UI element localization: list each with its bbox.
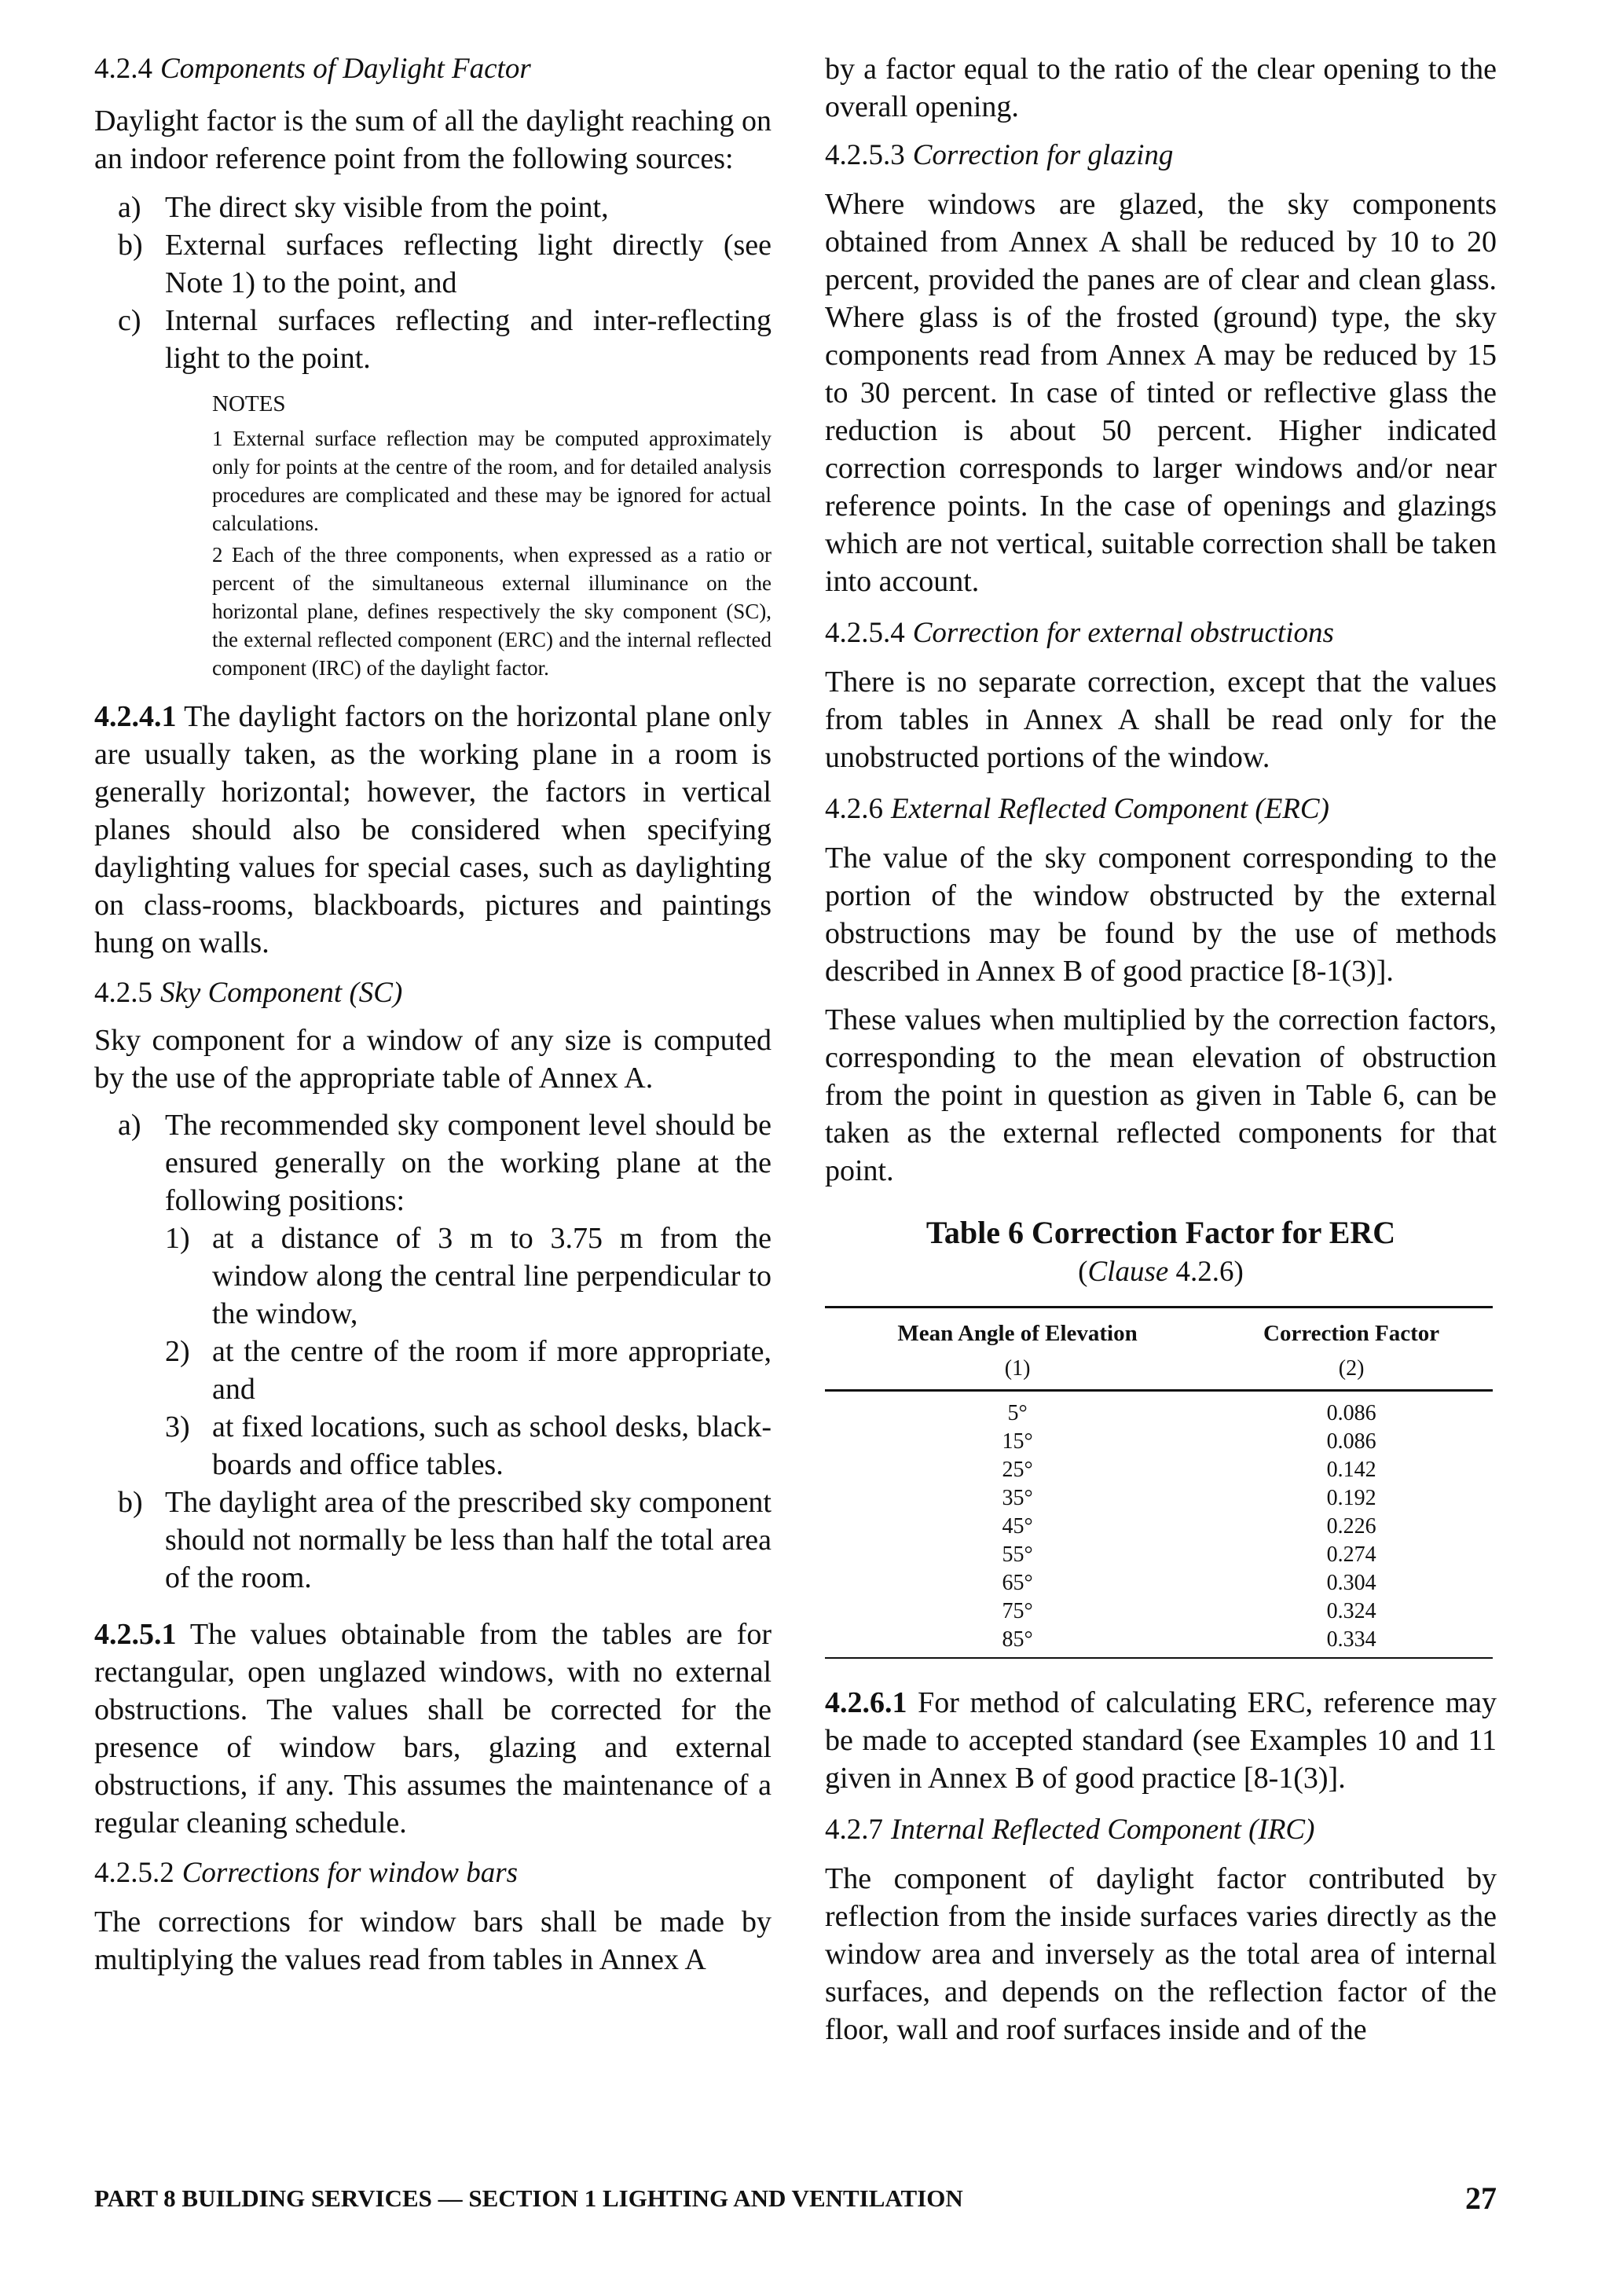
- heading-4-2-5-3: 4.2.5.3 Correction for glazing: [825, 139, 1174, 171]
- heading-4-2-5-4: 4.2.5.4 Correction for external obstructions: [825, 617, 1334, 649]
- cell-factor: 0.304: [1326, 1571, 1376, 1595]
- cell-angle: 45°: [1002, 1514, 1033, 1539]
- table-row: [825, 1626, 1493, 1654]
- table-row: [825, 1484, 1493, 1513]
- heading-4-2-5-2: 4.2.5.2 Corrections for window bars: [94, 1857, 519, 1889]
- page-footer: [94, 2180, 1497, 2216]
- para-4-2-5-1: 4.2.5.1 The values obtainable from the tables are for rectangular, open unglazed windows, with no external obstructions. The values shall be corrected for the presence of window bars, glazing and external obstructions, if any. This assumes the maintenance of a regular cleaning schedule.: [94, 1618, 772, 1839]
- sky-component-list: [94, 1106, 772, 1597]
- para-continued: by a factor equal to the ratio of the clear opening to the overall opening.: [825, 53, 1497, 123]
- para-4-2-6-1: 4.2.6.1 For method of calculating ERC, reference may be made to accepted standard (see Examples 10 and 11 given in Annex B of good practice [8-1(3)].: [825, 1686, 1497, 1795]
- position-sublist: [165, 1220, 772, 1484]
- sublist-item: 1) at a distance of 3 m to 3.75 m from the window along the central line perpendicular to the window,: [165, 1222, 772, 1330]
- list-item: c) Internal surfaces reflecting and inter-reflecting light to the point.: [118, 304, 772, 375]
- para-4-2-5: Sky component for a window of any size is computed by the use of the appropriate table of Annex A.: [94, 1024, 772, 1095]
- para-4-2-4-1: 4.2.4.1 The daylight factors on the horizontal plane only are usually taken, as the working plane in a room is generally horizontal; however, the factors in vertical planes should also be considered when specifying daylighting values for special cases, such as daylighting on class-rooms, blackboards, pictures and paintings hung on walls.: [94, 700, 772, 959]
- note-2: 2 Each of the three components, when expressed as a ratio or percent of the simultaneous external illuminance on the horizontal plane, defines respectively the sky component (SC), the external reflected component (ERC) and the internal reflected component (IRC) of the daylight factor.: [212, 543, 772, 680]
- para-4-2-6-b: These values when multiplied by the correction factors, corresponding to the mean elevation of obstruction from the point in question as given in Table 6, can be taken as the external reflected components for that point.: [825, 1003, 1497, 1187]
- sublist-item: 2) at the centre of the room if more appropriate, and: [165, 1335, 772, 1406]
- col-header-factor: Correction Factor: [1263, 1321, 1440, 1346]
- left-column: [94, 50, 772, 1979]
- table-row: [825, 1597, 1493, 1626]
- sublist-item: 3) at fixed locations, such as school desks, black-boards and office tables.: [165, 1410, 772, 1481]
- cell-angle: 65°: [1002, 1571, 1033, 1595]
- col-index: (2): [1338, 1356, 1365, 1381]
- cell-factor: 0.226: [1326, 1514, 1376, 1539]
- cell-angle: 35°: [1002, 1486, 1033, 1510]
- correction-factor-table: [825, 1306, 1493, 1654]
- list-item: b) External surfaces reflecting light directly (see Note 1) to the point, and: [118, 229, 772, 299]
- table-row: [825, 1513, 1493, 1541]
- page-number: 27: [1465, 2180, 1497, 2216]
- table-row: [825, 1569, 1493, 1597]
- heading-4-2-6: 4.2.6 External Reflected Component (ERC): [825, 793, 1329, 825]
- cell-factor: 0.334: [1326, 1627, 1376, 1652]
- cell-factor: 0.192: [1326, 1486, 1376, 1510]
- cell-angle: 85°: [1002, 1627, 1033, 1652]
- para-4-2-7: The component of daylight factor contributed by reflection from the inside surfaces varies directly as the window area and inversely as the total area of internal surfaces, and depends on the reflection factor of the floor, wall and roof surfaces inside and of the: [825, 1862, 1497, 2046]
- table-row: [825, 1428, 1493, 1456]
- cell-factor: 0.086: [1326, 1429, 1376, 1454]
- para-4-2-4: Daylight factor is the sum of all the daylight reaching on an indoor reference point from the following sources:: [94, 105, 772, 175]
- footer-text: PART 8 BUILDING SERVICES — SECTION 1 LIGHTING AND VENTILATION: [94, 2184, 963, 2212]
- list-item: b) The daylight area of the prescribed sky component should not normally be less than half the total area of the room.: [118, 1486, 772, 1594]
- cell-factor: 0.324: [1326, 1599, 1376, 1623]
- cell-factor: 0.274: [1326, 1542, 1376, 1567]
- table-row: [825, 1541, 1493, 1569]
- cell-factor: 0.086: [1326, 1401, 1376, 1425]
- cell-angle: 75°: [1002, 1599, 1033, 1623]
- table-clause: (Clause 4.2.6): [1078, 1256, 1244, 1288]
- notes: [212, 390, 772, 682]
- cell-angle: 15°: [1002, 1429, 1033, 1454]
- heading-4-2-7: 4.2.7 Internal Reflected Component (IRC): [825, 1814, 1315, 1846]
- para-4-2-5-2: The corrections for window bars shall be made by multiplying the values read from tables in Annex A: [94, 1905, 772, 1976]
- right-column: [825, 50, 1497, 2048]
- table-body: [825, 1391, 1493, 1655]
- cell-angle: 25°: [1002, 1458, 1033, 1482]
- list-item: a) The direct sky visible from the point,: [118, 191, 609, 224]
- para-4-2-5-4: There is no separate correction, except that the values from tables in Annex A shall be read only for the unobstructed portions of the window.: [825, 666, 1497, 774]
- table-row: [825, 1456, 1493, 1484]
- notes-heading: NOTES: [212, 391, 286, 416]
- table-bottom-rule: [825, 1657, 1493, 1659]
- col-header-angle: Mean Angle of Elevation: [897, 1321, 1138, 1346]
- cell-angle: 55°: [1002, 1542, 1033, 1567]
- col-index: (1): [1004, 1356, 1031, 1381]
- para-4-2-5-3: Where windows are glazed, the sky components obtained from Annex A shall be reduced by 10 to 20 percent, provided the panes are of clear and clean glass. Where glass is of the frosted (ground) type, the sky components read from Annex A may be reduced by 15 to 30 percent. In case of tinted or reflective glass the reduction is about 50 percent. Higher indicated correction corresponds to larger windows and/or near reference points. In the case of openings and glazings which are not vertical, suitable correction shall be taken into account.: [825, 188, 1497, 598]
- para-4-2-6-a: The value of the sky component corresponding to the portion of the window obstructed by the external obstructions may be found by the use of methods described in Annex B of good practice [8-1(3)].: [825, 842, 1497, 988]
- table-row: [825, 1391, 1493, 1429]
- source-list: [94, 189, 772, 377]
- list-item: a) The recommended sky component level should be ensured generally on the working plane at the following positions: 1) at a distance of 3 m to 3.75 m from the window along the central line perpendicular to the window, 2) at the centre of the room if more appropriate, and 3) at fixed locations, such as school desks, black-boards and office tables.: [94, 1106, 772, 1484]
- cell-factor: 0.142: [1326, 1458, 1376, 1482]
- note-1: 1 External surface reflection may be computed approximately only for points at the centre of the room, and for detailed analysis procedures are complicated and these may be ignored for actual calculations.: [212, 427, 772, 535]
- table-caption: [825, 1213, 1497, 1292]
- table-title: Table 6 Correction Factor for ERC: [925, 1215, 1396, 1250]
- heading-4-2-5: 4.2.5 Sky Component (SC): [94, 977, 403, 1009]
- heading-4-2-4: 4.2.4 Components of Daylight Factor: [94, 53, 531, 85]
- cell-angle: 5°: [1007, 1401, 1028, 1425]
